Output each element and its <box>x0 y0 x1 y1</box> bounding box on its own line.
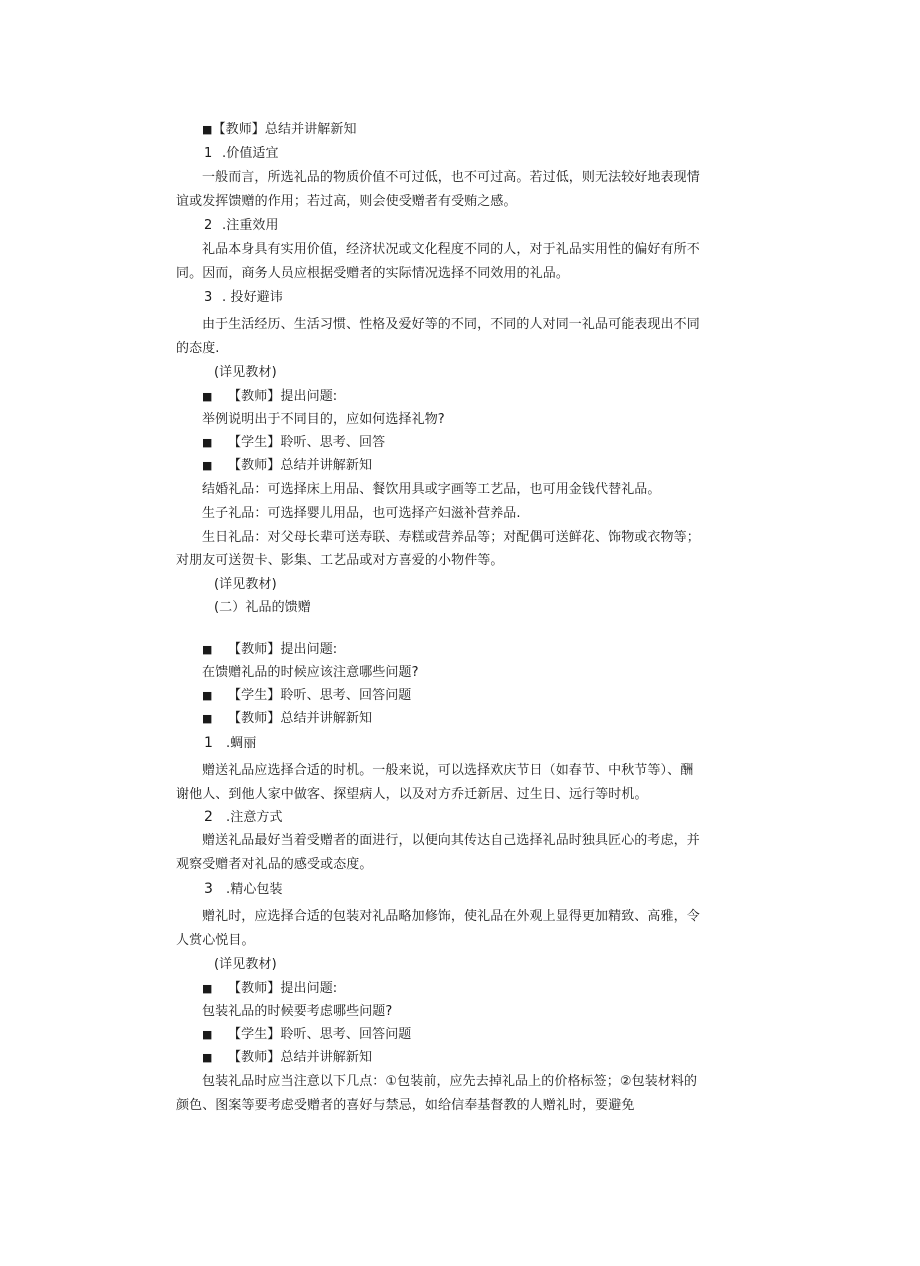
bullet-line: ■ 【学生】聆听、思考、回答 <box>202 435 386 450</box>
bullet-square-icon: ■ <box>202 1028 213 1041</box>
numbered-heading: 1 .蜩丽 <box>204 735 257 751</box>
paragraph-line: 同。因而，商务人员应根据受赠者的实际情况选择不同效用的礼品。 <box>176 266 570 281</box>
bullet-square-icon: ■ <box>202 123 213 136</box>
paragraph-line: 包装礼品时应当注意以下几点：①包装前，应先去掉礼品上的价格标签；②包装材料的 <box>202 1074 698 1089</box>
bullet-line: ■ 【学生】聆听、思考、回答问题 <box>202 688 412 703</box>
bullet-line: ■ 【教师】提出问题: <box>202 981 338 996</box>
bullet-square-icon: ■ <box>202 982 213 995</box>
reference-note: (详见教材) <box>214 577 277 592</box>
paragraph-line: 谢他人、到他人家中做客、探望病人，以及对方乔迁新居、过生日、远行等时机。 <box>176 787 648 802</box>
paragraph-line: 颜色、图案等要考虑受赠者的喜好与禁忌，如给信奉基督教的人赠礼时，要避免 <box>176 1098 635 1113</box>
paragraph-line: 举例说明出于不同目的，应如何选择礼物? <box>202 412 445 427</box>
paragraph-line: 对朋友可送贺卡、影集、工艺品或对方喜爱的小物件等。 <box>176 553 504 568</box>
bullet-line: ■ 【教师】总结并讲解新知 <box>202 458 373 473</box>
paragraph-line: 包装礼品的时候要考虑哪些问题? <box>202 1004 393 1019</box>
bullet-square-icon: ■ <box>202 436 213 449</box>
section-heading: (二）礼品的馈赠 <box>214 600 311 615</box>
bullet-square-icon: ■ <box>202 1051 213 1064</box>
paragraph-line: 生子礼品：可选择婴儿用品，也可选择产妇滋补营养品. <box>202 506 521 521</box>
paragraph-line: 结婚礼品：可选择床上用品、餐饮用具或字画等工艺品，也可用金钱代替礼品。 <box>202 482 661 497</box>
numbered-heading: 3 . 投好避讳 <box>204 290 283 305</box>
bullet-square-icon: ■ <box>202 459 213 472</box>
bullet-square-icon: ■ <box>202 643 213 656</box>
paragraph-line: 观察受赠者对礼品的感受或态度。 <box>176 857 373 872</box>
paragraph-line: 人赏心悦目。 <box>176 933 255 948</box>
paragraph-line: 赠送礼品应选择合适的时机。一般来说，可以选择欢庆节日（如春节、中秋节等）、酬 <box>202 763 694 778</box>
bullet-line: ■ 【教师】提出问题: <box>202 642 338 657</box>
bullet-line: ■ 【教师】总结并讲解新知 <box>202 711 373 726</box>
paragraph-line: 在馈赠礼品的时候应该注意哪些问题? <box>202 665 419 680</box>
bullet-line: ■【教师】总结并讲解新知 <box>202 122 357 137</box>
bullet-line: ■ 【教师】提出问题: <box>202 389 338 404</box>
bullet-square-icon: ■ <box>202 689 213 702</box>
numbered-heading: 1 .价值适宜 <box>204 146 279 161</box>
bullet-square-icon: ■ <box>202 712 213 725</box>
paragraph-line: 由于生活经历、生活习惯、性格及爱好等的不同，不同的人对同一礼品可能表现出不同 <box>202 317 700 332</box>
numbered-heading: 2 .注意方式 <box>204 809 283 825</box>
paragraph-line: 的态度. <box>176 341 220 356</box>
numbered-heading: 3 .精心包装 <box>204 881 283 897</box>
bullet-line: ■ 【教师】总结并讲解新知 <box>202 1050 373 1065</box>
paragraph-line: 一般而言，所选礼品的物质价值不可过低，也不可过高。若过低，则无法较好地表现情 <box>202 170 700 185</box>
paragraph-line: 礼品本身具有实用价值，经济状况或文化程度不同的人，对于礼品实用性的偏好有所不 <box>202 242 700 257</box>
bullet-line: ■ 【学生】聆听、思考、回答问题 <box>202 1027 412 1042</box>
numbered-heading: 2 .注重效用 <box>204 218 279 233</box>
reference-note: (详见教材) <box>214 365 277 380</box>
paragraph-line: 谊或发挥馈赠的作用；若过高，则会使受赠者有受贿之感。 <box>176 194 517 209</box>
paragraph-line: 生日礼品：对父母长辈可送寿联、寿糕或营养品等；对配偶可送鲜花、饰物或衣物等； <box>202 530 700 545</box>
paragraph-line: 赠礼时，应选择合适的包装对礼品略加修饰，使礼品在外观上显得更加精致、高雅，令 <box>202 909 700 924</box>
reference-note: (详见教材) <box>214 957 277 972</box>
paragraph-line: 赠送礼品最好当着受赠者的面进行，以便向其传达自己选择礼品时独具匠心的考虑，并 <box>202 833 700 848</box>
bullet-square-icon: ■ <box>202 390 213 403</box>
